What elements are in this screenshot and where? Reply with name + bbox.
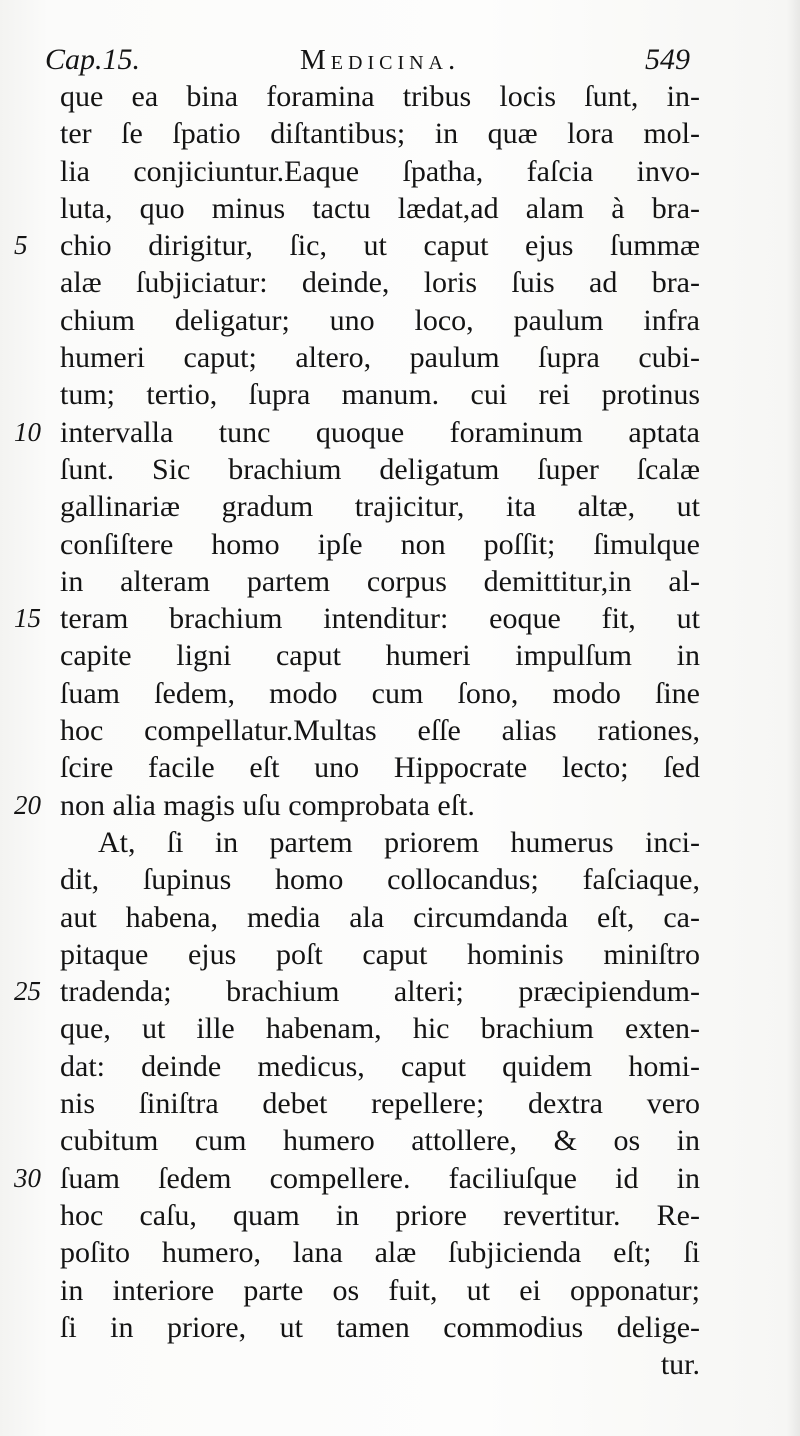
- text-line: [0, 936, 800, 973]
- line-text: aut habena, media ala circumdanda eſt, ca-: [60, 900, 700, 934]
- line-text: teram brachium intenditur: eoque fit, ut: [60, 602, 700, 636]
- line-text: humeri caput; altero, paulum ſupra cubi-: [60, 341, 700, 375]
- text-line: [0, 1234, 800, 1271]
- line-text: tradenda; brachium alteri; præcipiendum-: [60, 975, 700, 1009]
- text-line: [0, 264, 800, 301]
- line-number: 10: [14, 416, 41, 447]
- text-line: [0, 1010, 800, 1047]
- line-text: gallinariæ gradum trajicitur, ita altæ, ut: [60, 490, 700, 524]
- line-text: luta, quo minus tactu lædat,ad alam à bra-: [60, 191, 700, 225]
- line-text: tum; tertio, ſupra manum. cui rei protinus: [60, 378, 700, 412]
- line-text: conſiſtere homo ipſe non poſſit; ſimulque: [60, 527, 700, 561]
- text-line: [0, 749, 800, 786]
- body-text: [0, 78, 800, 1383]
- line-text: capite ligni caput humeri impulſum in: [60, 639, 700, 673]
- text-line: [0, 1085, 800, 1122]
- text-line: [0, 115, 800, 152]
- line-text: ſcire facile eſt uno Hippocrate lecto; ſed: [60, 751, 700, 785]
- text-line: [0, 488, 800, 525]
- line-text: tur.: [660, 1348, 700, 1382]
- line-text: ſuam ſedem, modo cum ſono, modo ſine: [60, 676, 700, 710]
- text-line: [0, 1122, 800, 1159]
- line-number: 30: [14, 1162, 41, 1193]
- line-text: dat: deinde medicus, caput quidem homi-: [60, 1049, 700, 1083]
- line-number: 15: [14, 603, 41, 634]
- text-line: [0, 563, 800, 600]
- line-text: lia conjiciuntur.Eaque ſpatha, faſcia invo-: [60, 154, 700, 188]
- line-number: 20: [14, 789, 41, 820]
- line-text: que ea bina foramina tribus locis ſunt, in-: [60, 80, 700, 113]
- text-line: [0, 153, 800, 190]
- line-text: pitaque ejus poſt caput hominis miniſtro: [60, 937, 700, 971]
- line-text: chium deligatur; uno loco, paulum infra: [60, 303, 700, 337]
- line-text: ter ſe ſpatio diſtantibus; in quæ lora mol-: [60, 117, 700, 151]
- line-text: chio dirigitur, ſic, ut caput ejus ſummæ: [60, 229, 700, 263]
- line-number: 5: [14, 230, 28, 261]
- text-line: [0, 526, 800, 563]
- line-text: que, ut ille habenam, hic brachium exten-: [60, 1012, 700, 1046]
- line-text: non alia magis uſu comprobata eſt.: [60, 788, 475, 822]
- text-line: [0, 302, 800, 339]
- line-text: hoc compellatur.Multas eſſe alias rationes,: [60, 714, 700, 748]
- line-text: nis ſiniſtra debet repellere; dextra vero: [60, 1087, 700, 1121]
- line-text: alæ ſubjiciatur: deinde, loris ſuis ad bra-: [60, 266, 700, 300]
- line-text: in interiore parte os fuit, ut ei opponatur;: [60, 1273, 700, 1307]
- text-line: [0, 712, 800, 749]
- text-line: [0, 899, 800, 936]
- text-line: [0, 1160, 800, 1197]
- running-header: [45, 40, 690, 80]
- line-text: ſunt. Sic brachium deligatum ſuper ſcalæ: [60, 452, 700, 486]
- text-line: [0, 600, 800, 637]
- line-text: hoc caſu, quam in priore revertitur. Re-: [60, 1198, 700, 1232]
- line-text: dit, ſupinus homo collocandus; faſciaque,: [60, 863, 700, 897]
- text-line: [0, 414, 800, 451]
- text-line: [0, 787, 800, 824]
- text-line: [0, 637, 800, 674]
- line-text: in alteram partem corpus demittitur,in al-: [60, 564, 700, 598]
- text-line: [0, 78, 800, 115]
- text-line: [0, 824, 800, 861]
- line-text: ſi in priore, ut tamen commodius delige-: [60, 1310, 700, 1344]
- text-line: [0, 1272, 800, 1309]
- running-title: Medicina.: [300, 44, 461, 76]
- text-line: [0, 451, 800, 488]
- text-line: [0, 339, 800, 376]
- text-line: [0, 376, 800, 413]
- text-line: [0, 1346, 800, 1383]
- text-line: [0, 973, 800, 1010]
- line-text: At, ſi in partem priorem humerus inci-: [98, 825, 700, 859]
- text-line: [0, 861, 800, 898]
- line-text: ſuam ſedem compellere. faciliuſque id in: [60, 1161, 700, 1195]
- text-line: [0, 1197, 800, 1234]
- line-text: cubitum cum humero attollere, & os in: [60, 1124, 700, 1158]
- chapter-label: Cap.15.: [45, 43, 141, 76]
- line-number: 25: [14, 976, 41, 1007]
- text-line: [0, 675, 800, 712]
- text-line: [0, 1309, 800, 1346]
- text-line: [0, 190, 800, 227]
- line-text: poſito humero, lana alæ ſubjicienda eſt; ſi: [60, 1236, 700, 1270]
- page-number: 549: [645, 43, 690, 76]
- line-text: intervalla tunc quoque foraminum aptata: [60, 415, 700, 449]
- text-line: [0, 1048, 800, 1085]
- text-line: [0, 227, 800, 264]
